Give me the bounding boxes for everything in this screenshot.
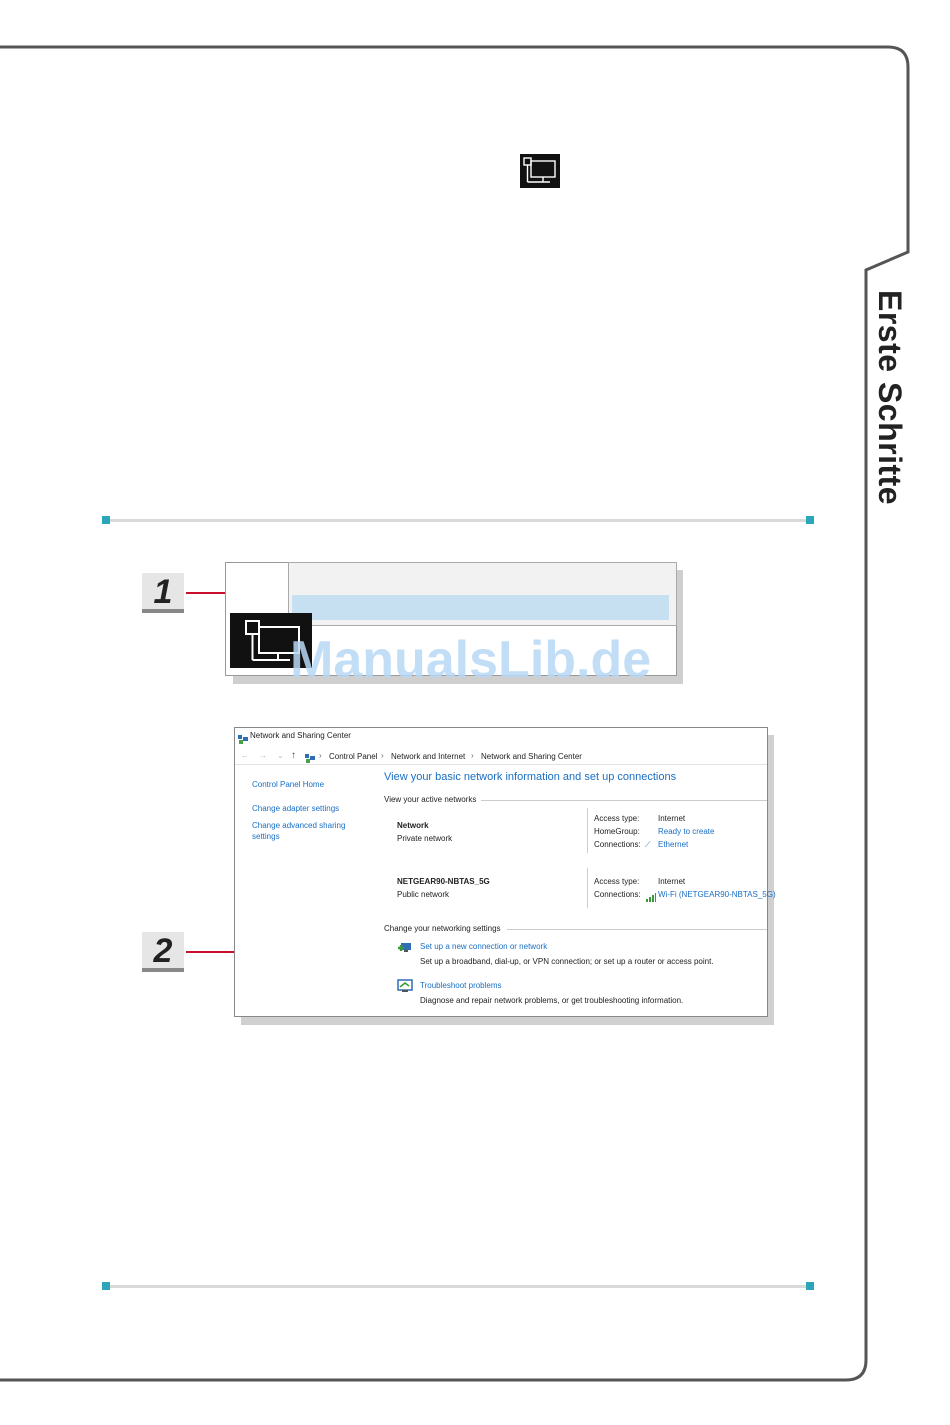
section-divider [106, 1285, 810, 1288]
column-separator [587, 868, 588, 908]
troubleshoot-link[interactable]: Troubleshoot problems [420, 981, 502, 990]
divider-dot [806, 516, 814, 524]
network-2-type[interactable]: Public network [397, 890, 450, 899]
breadcrumb-separator: › [471, 751, 474, 760]
ethernet-icon: ⟋ [645, 840, 651, 849]
chapter-tab [866, 280, 916, 520]
control-panel-icon [305, 750, 315, 768]
sidebar-advanced-sharing[interactable]: Change advanced sharing [252, 821, 346, 830]
chapter-tab-label: Erste Schritte [872, 290, 908, 506]
divider-dot [806, 1282, 814, 1290]
network-2-connections-label: Connections: [594, 890, 641, 899]
network-icon [520, 154, 560, 188]
column-separator [587, 808, 588, 853]
network-1-access-value: Internet [658, 814, 686, 823]
step-2-badge: 2 [142, 932, 184, 972]
breadcrumb-sharing-center[interactable]: Network and Sharing Center [481, 752, 582, 761]
section-separator [481, 800, 767, 801]
network-center-icon [238, 731, 248, 740]
breadcrumb-separator: › [319, 751, 322, 760]
change-settings-label: Change your networking settings [384, 924, 501, 933]
network-1-type[interactable]: Private network [397, 834, 453, 843]
back-icon[interactable]: ← [241, 751, 249, 760]
new-connection-icon [397, 940, 413, 961]
forward-icon[interactable]: → [259, 751, 267, 760]
setup-connection-desc: Set up a broadband, dial-up, or VPN connection; or set up a router or access point. [420, 957, 714, 966]
up-arrow-icon[interactable]: ↑ [291, 750, 296, 761]
section-separator [507, 929, 767, 930]
wifi-signal-icon [646, 889, 656, 907]
network-sharing-center-window [234, 727, 776, 1017]
network-1-homegroup-link[interactable]: Ready to create [658, 827, 715, 836]
context-menu-item-highlighted[interactable] [292, 595, 669, 620]
address-bar-border [235, 764, 767, 765]
breadcrumb-network-internet[interactable]: Network and Internet [391, 752, 466, 761]
active-networks-label: View your active networks [384, 795, 477, 804]
window-title: Network and Sharing Center [250, 731, 351, 740]
network-2-connection-link[interactable]: Wi-Fi (NETGEAR90-NBTAS_5G) [658, 890, 776, 899]
step-1-badge: 1 [142, 573, 184, 613]
network-2-access-value: Internet [658, 877, 686, 886]
divider-dot [102, 516, 110, 524]
sidebar-advanced-sharing-cont[interactable]: settings [252, 832, 280, 841]
page-heading: View your basic network information and set up connections [384, 771, 677, 783]
sidebar-change-adapter[interactable]: Change adapter settings [252, 804, 340, 813]
network-1-connections-label: Connections: [594, 840, 641, 849]
network-1-connection-link[interactable]: Ethernet [658, 840, 689, 849]
breadcrumb-control-panel[interactable]: Control Panel [329, 752, 378, 761]
breadcrumb-separator: › [381, 751, 384, 760]
troubleshoot-icon [397, 979, 413, 998]
network-1-name: Network [397, 821, 429, 830]
network-2-access-label: Access type: [594, 877, 640, 886]
network-1-access-label: Access type: [594, 814, 640, 823]
network-1-homegroup-label: HomeGroup: [594, 827, 640, 836]
recent-dropdown-icon[interactable]: ⌄ [277, 751, 284, 760]
troubleshoot-desc: Diagnose and repair network problems, or get troubleshooting information. [420, 996, 684, 1005]
watermark: ManualsLib.de [290, 631, 652, 689]
network-2-name: NETGEAR90-NBTAS_5G [397, 877, 490, 886]
setup-connection-link[interactable]: Set up a new connection or network [420, 942, 548, 951]
section-divider [106, 519, 810, 522]
divider-dot [102, 1282, 110, 1290]
sidebar-control-panel-home[interactable]: Control Panel Home [252, 780, 325, 789]
